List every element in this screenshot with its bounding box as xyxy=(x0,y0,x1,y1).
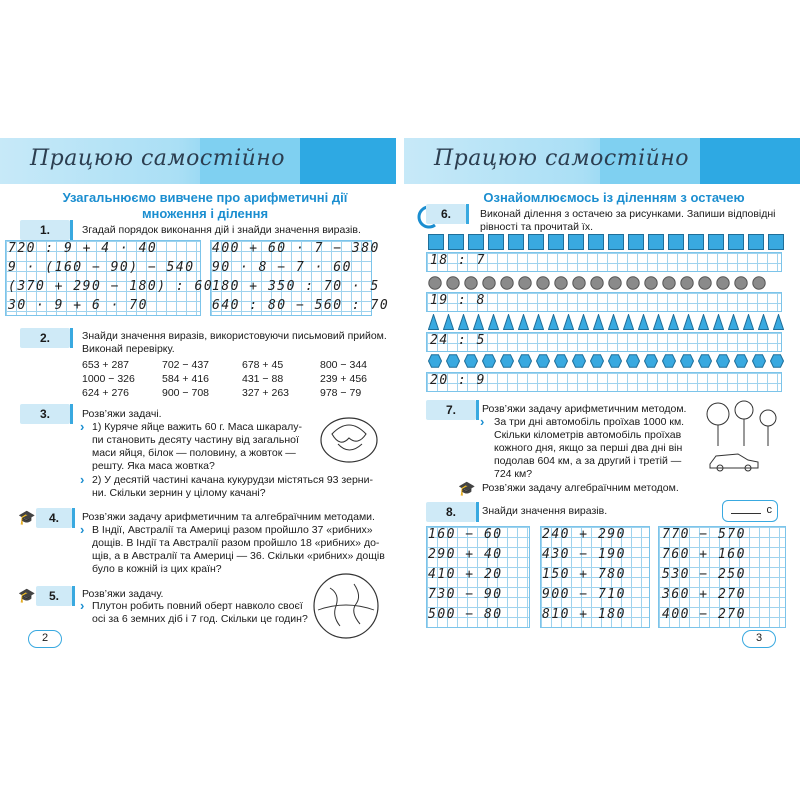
expression: 360 + 270 xyxy=(662,587,746,602)
task-number: 1. xyxy=(20,220,70,240)
shape xyxy=(464,354,478,368)
expression: 530 − 250 xyxy=(662,567,746,582)
shape xyxy=(590,354,604,368)
expression-column: 800 − 344 239 + 456 978 − 79 xyxy=(320,359,368,399)
shape xyxy=(533,314,544,330)
shape xyxy=(662,276,676,290)
shape xyxy=(568,234,584,250)
shape xyxy=(668,234,684,250)
shape xyxy=(482,276,496,290)
shape xyxy=(743,314,754,330)
task-text: Розв’яжи задачу арифметичним методом. xyxy=(482,403,687,415)
section-title: Ознайомлюємось із діленням з остачею xyxy=(483,190,745,205)
shape xyxy=(752,276,766,290)
banner-title: Працюю самостійно xyxy=(30,146,286,171)
graduation-cap-icon: 🎓 xyxy=(18,587,36,603)
shape xyxy=(748,234,764,250)
shape xyxy=(773,314,784,330)
expression: 400 − 270 xyxy=(662,607,746,622)
banner-title: Працюю самостійно xyxy=(434,146,690,171)
shape xyxy=(680,354,694,368)
task-number: 8. xyxy=(426,502,476,522)
shape xyxy=(698,276,712,290)
shape xyxy=(482,354,496,368)
section-title: Узагальнюємо вивчене про арифметичні дії множення і ділення xyxy=(62,190,348,221)
shape xyxy=(443,314,454,330)
shape xyxy=(683,314,694,330)
shape xyxy=(752,354,766,368)
shape xyxy=(554,276,568,290)
page-number: 2 xyxy=(28,630,62,648)
expression: 400 + 60 · 7 − 380 xyxy=(212,241,380,256)
shape xyxy=(554,354,568,368)
expression: 760 + 160 xyxy=(662,547,746,562)
chevron-right-icon: › xyxy=(80,472,85,487)
shape xyxy=(428,234,444,250)
shape xyxy=(713,314,724,330)
shape xyxy=(548,234,564,250)
shape xyxy=(518,276,532,290)
shape xyxy=(716,276,730,290)
shape xyxy=(518,354,532,368)
expression-column: 702 − 437 584 + 416 900 − 708 xyxy=(162,359,210,399)
shape xyxy=(770,354,784,368)
shape xyxy=(428,354,442,368)
expression: 430 − 190 xyxy=(542,547,626,562)
shape xyxy=(458,314,469,330)
broken-egg-icon xyxy=(318,406,380,466)
chevron-right-icon: › xyxy=(80,419,85,434)
shape xyxy=(593,314,604,330)
shape xyxy=(608,234,624,250)
expression: 90 · 8 − 7 · 60 xyxy=(212,260,352,275)
left-page xyxy=(0,138,396,658)
shape xyxy=(644,276,658,290)
task-text: Знайди значення виразів. xyxy=(482,505,608,517)
shape xyxy=(628,234,644,250)
division-expression: 20 : 9 xyxy=(430,373,486,388)
expression: 810 + 180 xyxy=(542,607,626,622)
shape xyxy=(623,314,634,330)
expression: 900 − 710 xyxy=(542,587,626,602)
chevron-right-icon: › xyxy=(80,598,85,613)
shape xyxy=(668,314,679,330)
task-text: Розв’яжи задачу алгебраїчним методом. xyxy=(482,482,679,494)
shape xyxy=(528,234,544,250)
shape xyxy=(464,276,478,290)
problem-text: За три дні автомобіль проїхав 1000 км. Скільки кілометрів автомобіль проїхав кожного дня, якщо за перші два дні він подолав 604 км, а за другий і третій — 724 км? xyxy=(494,416,685,480)
shape xyxy=(590,276,604,290)
task-number: 7. xyxy=(426,400,476,420)
right-page xyxy=(404,138,800,658)
shape xyxy=(503,314,514,330)
expression-column: 653 + 287 1000 − 326 624 + 276 xyxy=(82,359,135,399)
shape xyxy=(563,314,574,330)
expression: 410 + 20 xyxy=(428,567,503,582)
shape xyxy=(488,234,504,250)
expression: 770 − 570 xyxy=(662,527,746,542)
task-number: 3. xyxy=(20,404,70,424)
shape xyxy=(446,276,460,290)
chevron-right-icon: › xyxy=(480,414,485,429)
shape xyxy=(473,314,484,330)
shape xyxy=(468,234,484,250)
problem-text: 1) Куряче яйце важить 60 г. Маса шкаралу- пи становить десяту частину від загальної маси яйця, білок — половину, а жовток — решту. Яка маса жовтка? xyxy=(92,421,303,472)
shape xyxy=(644,354,658,368)
squares-row xyxy=(428,234,784,250)
shape xyxy=(653,314,664,330)
shape xyxy=(578,314,589,330)
shape xyxy=(536,354,550,368)
shape xyxy=(626,354,640,368)
expression-column: 678 + 45 431 − 88 327 + 263 xyxy=(242,359,290,399)
shape xyxy=(626,276,640,290)
shape xyxy=(638,314,649,330)
shape xyxy=(518,314,529,330)
hexagons-row xyxy=(428,354,784,368)
car-trees-icon xyxy=(704,400,792,474)
task-number: 4. xyxy=(36,508,72,528)
shape xyxy=(688,234,704,250)
task-text: Згадай порядок виконання дій і знайди значення виразів. xyxy=(82,224,361,236)
expression: 180 + 350 : 70 · 5 xyxy=(212,279,380,294)
graduation-cap-icon: 🎓 xyxy=(18,509,36,525)
shape xyxy=(428,276,442,290)
shape xyxy=(734,354,748,368)
shape xyxy=(758,314,769,330)
shape xyxy=(500,354,514,368)
shape xyxy=(548,314,559,330)
shape xyxy=(648,234,664,250)
shape xyxy=(698,354,712,368)
shape xyxy=(734,276,748,290)
shape xyxy=(708,234,724,250)
expression: 730 − 90 xyxy=(428,587,503,602)
task-number: 6. xyxy=(426,204,466,224)
shape xyxy=(716,354,730,368)
problem-text: В Індії, Австралії та Америці разом пройшло 37 «рибних» дощів. В Індії та Австралії разом пройшло 18 «рибних» до- щів, а в Австралії та Америці — 36. Скільки «рибних» дощів було в кожній із цих країн? xyxy=(92,524,385,575)
task-text: Розв’яжи задачі. xyxy=(82,408,162,420)
globe-icon xyxy=(310,570,382,642)
shape xyxy=(500,276,514,290)
page-number: 3 xyxy=(742,630,776,648)
expression: 290 + 40 xyxy=(428,547,503,562)
expression: (370 + 290 − 180) : 60 xyxy=(8,279,214,294)
shape xyxy=(572,354,586,368)
task-text: Розв’яжи задачу. xyxy=(82,588,164,600)
division-expression: 24 : 5 xyxy=(430,333,486,348)
expression: 240 + 290 xyxy=(542,527,626,542)
expression: 150 + 780 xyxy=(542,567,626,582)
task-text: Знайди значення виразів, використовуючи письмовий прийом. Виконай перевірку. xyxy=(82,330,387,355)
expression: 9 · (160 − 90) − 540 xyxy=(8,260,195,275)
banner-left xyxy=(0,138,396,184)
graduation-cap-icon: 🎓 xyxy=(458,480,476,496)
chevron-right-icon: › xyxy=(80,522,85,537)
shape xyxy=(608,276,622,290)
task-text: Виконай ділення з остачею за рисунками. Запиши відповідні рівності та прочитай їх. xyxy=(480,208,776,233)
shape xyxy=(446,354,460,368)
task-number: 2. xyxy=(20,328,70,348)
expression: 160 − 60 xyxy=(428,527,503,542)
timer-box: с xyxy=(722,500,778,522)
shape xyxy=(662,354,676,368)
problem-text: 2) У десятій частині качана кукурудзи містяться 93 зерни- ни. Скільки зернин у цілому качані? xyxy=(92,474,373,499)
division-expression: 18 : 7 xyxy=(430,253,486,268)
task-text: Розв’яжи задачу арифметичним та алгебраїчним методами. xyxy=(82,511,375,523)
shape xyxy=(728,234,744,250)
shape xyxy=(448,234,464,250)
shape xyxy=(680,276,694,290)
shape xyxy=(508,234,524,250)
expression: 720 : 9 + 4 · 40 xyxy=(8,241,158,256)
shape xyxy=(698,314,709,330)
expression: 640 : 80 − 560 : 70 xyxy=(212,298,390,313)
shape xyxy=(488,314,499,330)
problem-text: Плутон робить повний оберт навколо своєї осі за 6 земних діб і 7 год. Скільки це годин? xyxy=(92,600,308,625)
shape xyxy=(428,314,439,330)
expression: 30 · 9 + 6 · 70 xyxy=(8,298,148,313)
shape xyxy=(608,314,619,330)
task-number: 5. xyxy=(36,586,72,606)
shape xyxy=(572,276,586,290)
shape xyxy=(728,314,739,330)
shape xyxy=(608,354,622,368)
circles-row xyxy=(428,276,766,290)
shape xyxy=(588,234,604,250)
banner-right xyxy=(404,138,800,184)
triangles-row xyxy=(428,314,784,330)
shape xyxy=(768,234,784,250)
expression: 500 − 80 xyxy=(428,607,503,622)
division-expression: 19 : 8 xyxy=(430,293,486,308)
shape xyxy=(536,276,550,290)
